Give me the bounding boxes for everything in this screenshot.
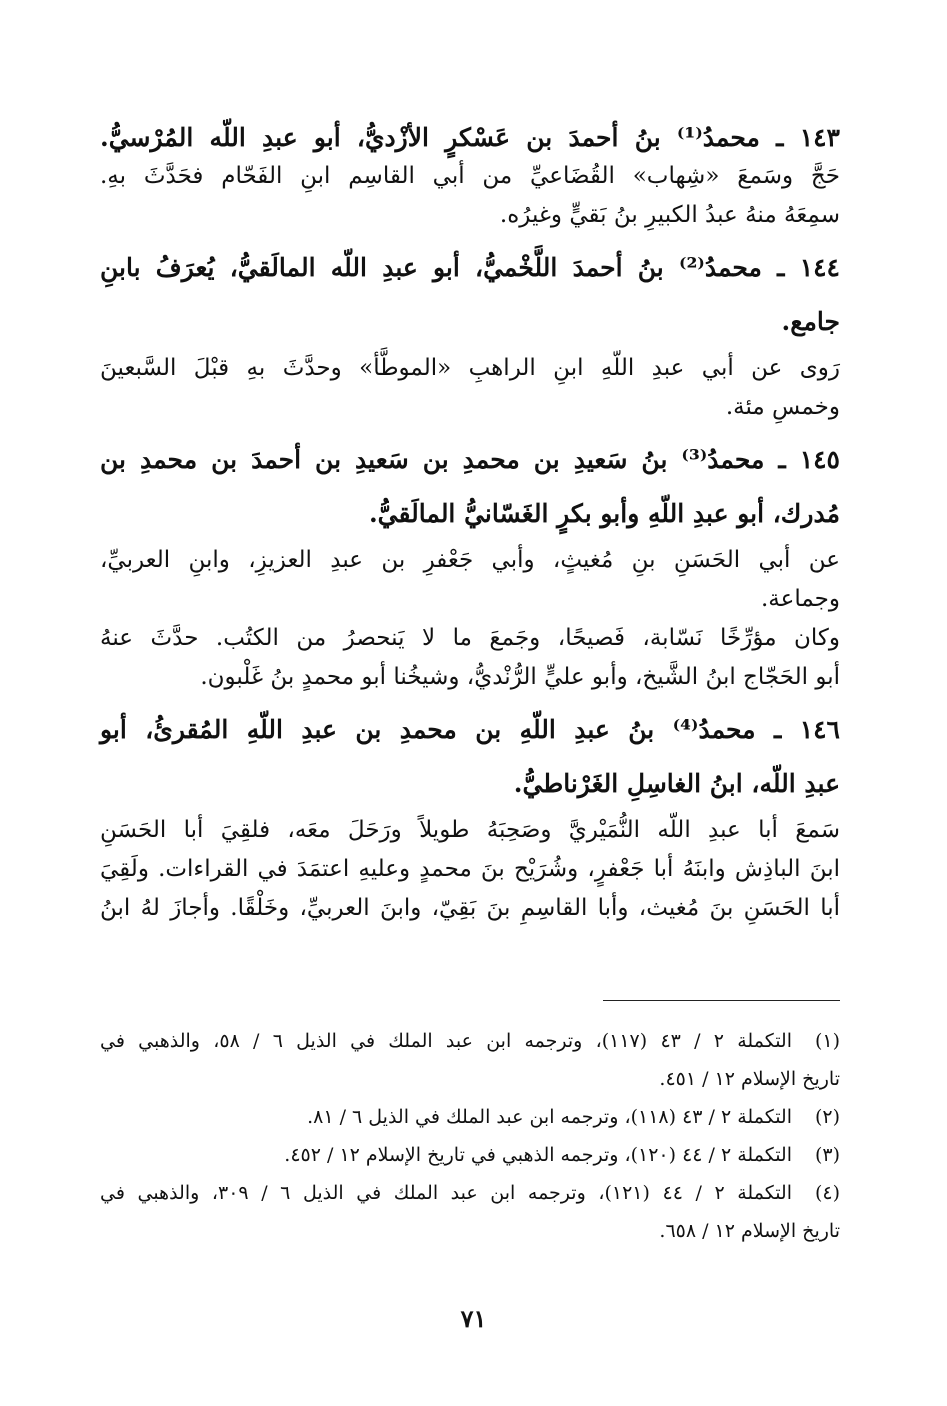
entry-heading: ١٤٥ ـ محمدُ⁽³⁾ بنُ سَعيدِ بن محمدِ بن سَعيدِ بن أحمدَ بن محمدِ بن bbox=[100, 445, 840, 474]
footnote-number: (٣) bbox=[814, 1144, 840, 1166]
entry-body-line: عن أبي الحَسَنِ بنِ مُغيثٍ، وأبي جَعْفرِ بن عبدِ العزيزِ، وابنِ العربيِّ، bbox=[100, 547, 840, 573]
entry-body-line: ابنَ الباذِش وابنَهُ أبا جَعْفرٍ، وشُرَيْح بنَ محمدٍ وعليهِ اعتمَدَ في القراءات. ولَقِيَ bbox=[100, 856, 840, 882]
entry-143 bbox=[100, 118, 840, 235]
footnote-number: (٢) bbox=[814, 1106, 840, 1128]
entry-heading: ١٤٤ ـ محمدُ⁽²⁾ بنُ أحمدَ اللَّخْميُّ، أبو عبدِ اللّه المالَقيُّ، يُعرَفُ بابنِ bbox=[100, 253, 840, 282]
footnote-number: (١) bbox=[814, 1030, 840, 1052]
entry-heading: ١٤٦ ـ محمدُ⁽⁴⁾ بنُ عبدِ اللّهِ بن محمدِ بن عبدِ اللّهِ المُقرئُ، أبو bbox=[100, 715, 840, 744]
entry-body-line: أبو الحَجّاج ابنُ الشَّيخ، وأبو عليٍّ الرُّنْديُّ، وشيخُنا أبو محمدٍ بنُ غَلْبون. bbox=[200, 664, 840, 690]
footnote-text: التكملة ٢ / ٤٤ (١٢١)، وترجمه ابن عبد الملك في الذيل ٦ / ٣٠٩، والذهبي في bbox=[100, 1182, 792, 1204]
entry-body-line: رَوى عن أبي عبدِ اللّهِ ابنِ الراهبِ «الموطَّأ» وحدَّثَ بهِ قبْلَ السَّبعينَ bbox=[100, 355, 840, 381]
entry-heading: مُدرك، أبو عبدِ اللّهِ وأبو بكرٍ الغَسّانيُّ المالَقيُّ. bbox=[368, 499, 840, 528]
footnote-text: التكملة ٢ / ٤٣ (١١٧)، وترجمه ابن عبد الملك في الذيل ٦ / ٥٨، والذهبي في bbox=[100, 1030, 792, 1052]
entry-heading: ١٤٣ ـ محمدُ⁽¹⁾ بنُ أحمدَ بن عَسْكرٍ الأزْديُّ، أبو عبدِ اللّه المُرْسيُّ. bbox=[100, 123, 840, 152]
entry-body-line: حَجَّ وسَمعَ «شِهاب» القُضَاعيِّ من أبي القاسِم ابنِ الفَحّام فحَدَّثَ بهِ. bbox=[100, 163, 840, 189]
entry-body-line: وجماعة. bbox=[761, 586, 840, 612]
entry-body-line: سَمعَ أبا عبدِ اللّه النُّمَيْريَّ وصَحِبَهُ طويلاً ورَحَلَ معَه، فلقِيَ أبا الحَسَنِ bbox=[100, 817, 840, 843]
entry-body-line: وكان مؤرِّخًا نَسّابة، فَصيحًا، وجَمعَ ما لا يَنحصرُ من الكتُب. حدَّثَ عنهُ bbox=[100, 625, 840, 651]
footnote-continuation: تاريخ الإسلام ١٢ / ٦٥٨. bbox=[659, 1220, 840, 1242]
page-number: ٧١ bbox=[460, 1304, 487, 1333]
entry-145 bbox=[100, 433, 840, 697]
entry-body-line: سمِعَهُ منهُ عبدُ الكبيرِ بنُ بَقيٍّ وغيرُه. bbox=[499, 202, 840, 228]
footnote-number: (٤) bbox=[814, 1182, 840, 1204]
footnote-text: التكملة ٢ / ٤٣ (١١٨)، وترجمه ابن عبد الملك في الذيل ٦ / ٨١. bbox=[307, 1106, 792, 1128]
footnote-separator bbox=[603, 1000, 840, 1001]
entry-heading: عبدِ اللّه، ابنُ الغاسِلِ الغَرْناطيُّ. bbox=[513, 769, 840, 798]
footnote-4 bbox=[100, 1174, 840, 1212]
footnotes bbox=[100, 1022, 840, 1250]
entry-heading: جامع. bbox=[781, 307, 840, 336]
footnote-3 bbox=[100, 1136, 840, 1174]
entry-144 bbox=[100, 241, 840, 427]
footnote-text: التكملة ٢ / ٤٤ (١٢٠)، وترجمه الذهبي في تاريخ الإسلام ١٢ / ٤٥٢. bbox=[284, 1144, 792, 1166]
entry-body-line: أبا الحَسَنِ بنَ مُغيث، وأبا القاسِمِ بنَ بَقِيّ، وابنَ العربيِّ، وخَلْقًا. وأجازَ لهُ ابنُ bbox=[100, 895, 840, 921]
footnote-continuation: تاريخ الإسلام ١٢ / ٤٥١. bbox=[659, 1068, 840, 1090]
entry-body-line: وخمسِ مئة. bbox=[725, 394, 840, 420]
main-text bbox=[100, 118, 840, 928]
footnote-1 bbox=[100, 1022, 840, 1060]
footnote-2 bbox=[100, 1098, 840, 1136]
entry-146 bbox=[100, 703, 840, 928]
